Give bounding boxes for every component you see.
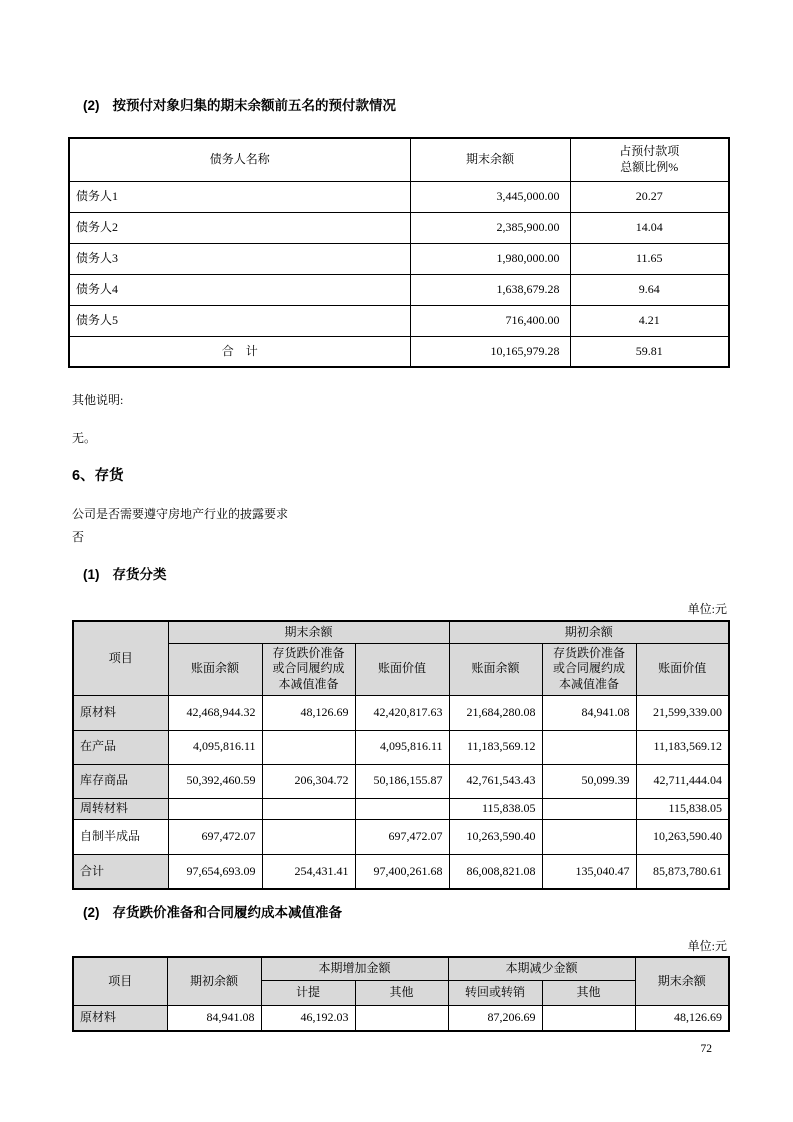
total-label: 合计: [73, 854, 168, 889]
table-cell: 21,684,280.08: [449, 695, 542, 730]
inventory-provision-table: [72, 956, 730, 1032]
table-cell: 135,040.47: [542, 854, 636, 889]
table-cell: 10,165,979.28: [410, 336, 570, 367]
table-cell: 1,980,000.00: [410, 243, 570, 274]
table-cell: 50,392,460.59: [168, 764, 262, 798]
unit-label: 单位:元: [687, 939, 727, 953]
table-cell: [542, 798, 636, 819]
table-row: [73, 819, 729, 854]
prepay-col-debtor: 债务人名称: [69, 138, 410, 181]
table-cell: 11,183,569.12: [636, 730, 729, 764]
table-cell: 4.21: [570, 305, 729, 336]
table-cell: 42,761,543.43: [449, 764, 542, 798]
row-label: 自制半成品: [73, 819, 168, 854]
table-cell: [262, 798, 355, 819]
table-cell: [542, 1005, 635, 1031]
table-header-row: [73, 957, 729, 980]
sub-header-book-balance: 账面余额: [449, 643, 542, 695]
sub-header-provision: 存货跌价准备或合同履约成本减值准备: [542, 643, 636, 695]
table-cell: 50,099.39: [542, 764, 636, 798]
page-number: 72: [700, 1043, 712, 1055]
sub-header-other: 其他: [542, 980, 635, 1005]
other-note-label: 其他说明:: [72, 393, 124, 407]
table-cell: 10,263,590.40: [636, 819, 729, 854]
sub1-text: 存货分类: [112, 567, 167, 582]
inventory-section-heading: 6、存货: [72, 468, 124, 484]
table-cell: 42,420,817.63: [355, 695, 449, 730]
sub2-number: (2): [83, 905, 100, 920]
table-cell: 115,838.05: [636, 798, 729, 819]
debtor-name: 债务人1: [69, 181, 410, 212]
table-row: [73, 695, 729, 730]
table-row: [73, 730, 729, 764]
table-cell: 697,472.07: [355, 819, 449, 854]
disclosure-answer: 否: [72, 530, 85, 544]
row-label: 在产品: [73, 730, 168, 764]
table-cell: 716,400.00: [410, 305, 570, 336]
other-note-value: 无。: [72, 431, 97, 445]
table-cell: [168, 798, 262, 819]
table-cell: [542, 730, 636, 764]
table-cell: 1,638,679.28: [410, 274, 570, 305]
debtor-name: 债务人2: [69, 212, 410, 243]
table-header-row: [73, 643, 729, 695]
prepay-heading-text: 按预付对象归集的期末余额前五名的预付款情况: [112, 98, 396, 113]
table-cell: 84,941.08: [167, 1005, 261, 1031]
table-row: [69, 305, 729, 336]
table-row: [69, 243, 729, 274]
table-row: [73, 1005, 729, 1031]
table-row: [69, 138, 729, 181]
table-row: [69, 181, 729, 212]
total-row: [73, 854, 729, 889]
debtor-name: 债务人5: [69, 305, 410, 336]
table-cell: 697,472.07: [168, 819, 262, 854]
table-cell: 42,711,444.04: [636, 764, 729, 798]
table-cell: 10,263,590.40: [449, 819, 542, 854]
sub-header-carrying-value: 账面价值: [355, 643, 449, 695]
table-row: [69, 212, 729, 243]
debtor-name: 债务人3: [69, 243, 410, 274]
prepay-col-ratio-line2: 总额比例%: [620, 159, 679, 174]
table-cell: 9.64: [570, 274, 729, 305]
total-label: 合 计: [69, 336, 410, 367]
table-cell: 50,186,155.87: [355, 764, 449, 798]
table-row: [69, 274, 729, 305]
row-label: 库存商品: [73, 764, 168, 798]
table-cell: 97,400,261.68: [355, 854, 449, 889]
sub-header-carrying-value: 账面价值: [636, 643, 729, 695]
unit-label: 单位:元: [687, 602, 727, 616]
table-header-row: [73, 621, 729, 643]
table-cell: 48,126.69: [635, 1005, 729, 1031]
table-cell: 14.04: [570, 212, 729, 243]
col-beginning-header: 期初余额: [167, 957, 261, 1005]
prepay-col-ratio-line1: 占预付款项: [619, 144, 680, 159]
row-label: 周转材料: [73, 798, 168, 819]
prepay-col-ratio: [570, 138, 729, 181]
table-row: [73, 764, 729, 798]
total-row: [69, 336, 729, 367]
prepay-heading-number: (2): [83, 98, 100, 113]
table-cell: 11.65: [570, 243, 729, 274]
table-row: [73, 798, 729, 819]
prepay-section-heading: [83, 94, 396, 114]
table-cell: 115,838.05: [449, 798, 542, 819]
sub-header-provision: 存货跌价准备或合同履约成本减值准备: [262, 643, 355, 695]
table-cell: 3,445,000.00: [410, 181, 570, 212]
table-cell: 4,095,816.11: [168, 730, 262, 764]
table-cell: 46,192.03: [261, 1005, 355, 1031]
sub1-number: (1): [83, 567, 100, 582]
table-cell: [262, 730, 355, 764]
col-item-header: 项目: [73, 957, 167, 1005]
table-cell: 84,941.08: [542, 695, 636, 730]
inventory-classification-table: [72, 620, 730, 890]
group-ending-header: 期末余额: [168, 621, 449, 643]
table-cell: 87,206.69: [448, 1005, 542, 1031]
debtor-name: 债务人4: [69, 274, 410, 305]
table-cell: [262, 819, 355, 854]
inventory-classification-heading: [83, 563, 167, 583]
table-cell: 206,304.72: [262, 764, 355, 798]
sub-header-other: 其他: [355, 980, 448, 1005]
row-label: 原材料: [73, 695, 168, 730]
table-cell: 20.27: [570, 181, 729, 212]
table-cell: [355, 798, 449, 819]
disclosure-question: 公司是否需要遵守房地产行业的披露要求: [72, 507, 289, 521]
table-cell: 21,599,339.00: [636, 695, 729, 730]
group-increase-header: 本期增加金额: [261, 957, 448, 980]
group-beginning-header: 期初余额: [449, 621, 729, 643]
col-item-header: 项目: [73, 621, 168, 695]
col-ending-header: 期末余额: [635, 957, 729, 1005]
sub2-text: 存货跌价准备和合同履约成本减值准备: [112, 905, 342, 920]
table-cell: [542, 819, 636, 854]
prepay-col-amount: 期末余额: [410, 138, 570, 181]
sub-header-book-balance: 账面余额: [168, 643, 262, 695]
table-cell: 97,654,693.09: [168, 854, 262, 889]
prepay-table: [68, 137, 730, 368]
table-cell: 4,095,816.11: [355, 730, 449, 764]
table-cell: 59.81: [570, 336, 729, 367]
table-cell: 85,873,780.61: [636, 854, 729, 889]
provision-heading: [83, 901, 342, 921]
table-cell: 86,008,821.08: [449, 854, 542, 889]
table-cell: 48,126.69: [262, 695, 355, 730]
table-cell: 2,385,900.00: [410, 212, 570, 243]
table-cell: 42,468,944.32: [168, 695, 262, 730]
table-cell: [355, 1005, 448, 1031]
sub-header-reversal: 转回或转销: [448, 980, 542, 1005]
group-decrease-header: 本期减少金额: [448, 957, 635, 980]
sub-header-accrual: 计提: [261, 980, 355, 1005]
table-cell: 11,183,569.12: [449, 730, 542, 764]
table-cell: 254,431.41: [262, 854, 355, 889]
row-label: 原材料: [73, 1005, 167, 1031]
